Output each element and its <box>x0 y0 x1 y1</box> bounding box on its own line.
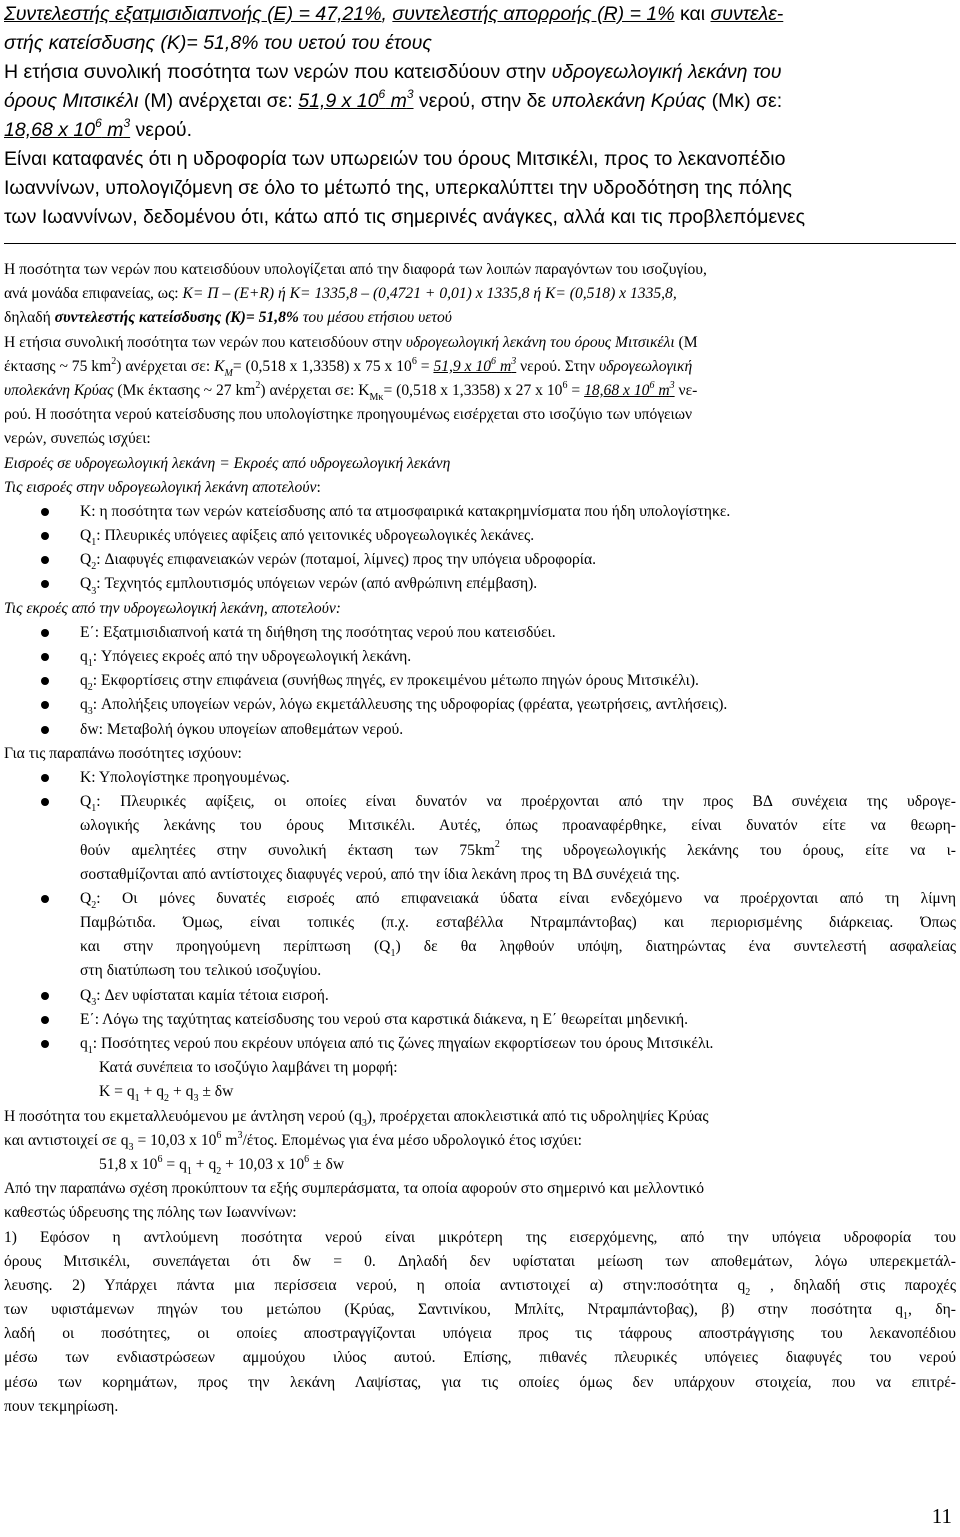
inflows-heading: Τις εισροές στην υδρογεωλογική λεκάνη αποτελούν: <box>4 478 321 496</box>
main-body <box>4 258 956 1419</box>
paragraph-line: όρους Μιτσικέλι, συνεπάγεται ότι δw = 0. Δηλαδή δεν υφίσταται μείωση των αποθεμάτων, λόγω υπερεκμετάλ- <box>4 1252 956 1270</box>
outflow-item: Ε΄: Εξατμισιδιαπνοή κατά τη διήθηση της ποσότητας νερού που κατεισδύει. <box>4 621 956 645</box>
top-line-7: Ιωαννίνων, υπολογιζόμενη σε όλο το μέτωπό της, υπερκαλύπτει την υδροδότηση της πόλης <box>4 177 792 199</box>
outflows-heading: Τις εκροές από την υδρογεωλογική λεκάνη, αποτελούν: <box>4 599 341 617</box>
top-line-5: 18,68 x $10^6$ $m^3$ νερού. <box>4 115 193 141</box>
quantity-item: $Q_1$: Πλευρικές αφίξεις, οι οποίες είναι δυνατόν να προέρχονται από την προς ΒΔ συνέχεια της υδρογε- <box>4 790 956 814</box>
top-line-3: Η ετήσια συνολική ποσότητα των νερών που κατεισδύουν στην υδρογεωλογική λεκάνη του <box>4 61 782 83</box>
paragraph-line: νερών, συνεπώς ισχύει: <box>4 430 151 448</box>
top-line-4: όρους Μιτσικέλι (Μ) ανέρχεται σε: 51,9 x $10^6$ $m^3$ νερού, στην δε υπολεκάνη Κρύας (Μκ) σε: <box>4 86 783 112</box>
paragraph-line: έκτασης ~ 75 $km^2$) ανέρχεται σε: $K_M= (0,518$ x 1,3358) x 75 x $10^6 = 51,9$ x $10^6$ $m^3$ νερού. Στην υδρογεωλογική <box>4 355 693 379</box>
paragraph-line: Η ετήσια συνολική ποσότητα των νερών που κατεισδύουν στην υδρογεωλογική λεκάνη του όρους Μιτσικέλι (Μ <box>4 333 698 351</box>
paragraph-line: 1) Εφόσον η αντλούμενη ποσότητα νερού είναι μικρότερη της εισερχόμενης, από την υπόγεια υδροφορία του <box>4 1228 956 1246</box>
paragraph-line: μέσω των ενδιαστρώσεων αμμούχου ιλύος αυτού. Επίσης, πιθανές πλευρικές υπόγειες διαφυγές του νερού <box>4 1349 956 1367</box>
top-line-8: των Ιωαννίνων, δεδομένου ότι, κάτω από τις σημερινές ανάγκες, αλλά και τις προβλεπόμενες <box>4 206 806 228</box>
inflow-item: Κ: η ποσότητα των νερών κατείσδυσης από τα ατμοσφαιρικά κατακρημνίσματα που ήδη υπολογίστηκε. <box>4 500 956 524</box>
paragraph-line: Η ποσότητα των νερών που κατεισδύουν υπολογίζεται από την διαφορά των λοιπών παραγόντων του ισοζυγίου, <box>4 261 707 278</box>
separator-rule <box>4 243 956 244</box>
quantities-heading: Για τις παραπάνω ποσότητες ισχύουν: <box>4 744 242 762</box>
paragraph-line: ανά μονάδα επιφανείας, ως: Κ= Π – (Ε+R) ή Κ= 1335,8 – (0,4721 + 0,01) x 1335,8 ή Κ= (0,518) x 1335,8, <box>4 285 677 303</box>
paragraph-line: λευσης. 2) Υπάρχει πάντα μια περίσσεια νερού, η οποία αντιστοιχεί α) στην:ποσότητα $q_2$ , δηλαδή στις παροχές <box>4 1276 956 1298</box>
paragraph-line: ρού. Η ποσότητα νερού κατείσδυσης που υπολογίστηκε προηγουμένως εισέρχεται στο ισοζύγιο των υπόγειων <box>4 406 693 424</box>
page-number: 11 <box>931 1504 952 1528</box>
paragraph-line: και αντιστοιχεί σε $q_3 = 10,03$ x $10^6$ $m^3$/έτος. Επομένως για ένα μέσο υδρολογικό έτος ισχύει: <box>4 1129 582 1153</box>
quantity-item: $Q_3$: Δεν υφίσταται καμία τέτοια εισροή. <box>4 984 956 1008</box>
quantity-item-continuation: θούν αμελητέες στην συνολική έκταση των $75km^2$ της υδρογεωλογικής λεκάνης του όρους, είτε να ι- <box>80 839 956 859</box>
top-section <box>4 0 956 232</box>
paragraph-line: υπολεκάνη Κρύας (Μκ έκτασης ~ 27 $km^2$) ανέρχεται σε: $K_{M\kappa}= (0,518$ x 1,3358) x 27 x $10^6 = 18,68$ x $10^6$ $m^3$ νε- <box>4 379 698 404</box>
consequence-line: Κατά συνέπεια το ισοζύγιο λαμβάνει τη μορφή: <box>99 1059 398 1077</box>
outflow-item: δw: Μεταβολή όγκου υπογείων αποθεμάτων νερού. <box>4 718 956 742</box>
quantity-item-continuation: στη διατύπωση του τελικού ισοζυγίου. <box>80 962 322 980</box>
top-line-2: στής κατείσδυσης (Κ)= 51,8% του υετού του έτους <box>4 32 432 54</box>
paragraph-line: δηλαδή συντελεστής κατείσδυσης (Κ)= 51,8% του μέσου ετήσιου υετού <box>4 309 452 327</box>
quantity-item: $q_1$: Ποσότητες νερού που εκρέουν υπόγεια από τις ζώνες πηγαίων εκφορτίσεων του όρους Μιτσικέλι. <box>4 1032 956 1056</box>
quantity-item-continuation: ωλογικής λεκάνης του όρους Μιτσικέλι. Αυτές, όπως προαναφέρθηκε, είναι δυνατόν είτε να θεωρη- <box>80 817 956 835</box>
paragraph-line: καθεστώς ύδρευσης της πόλης των Ιωαννίνων: <box>4 1204 297 1222</box>
paragraph-line: Από την παραπάνω σχέση προκύπτουν τα εξής συμπεράσματα, τα οποία αφορούν στο σημερινό και μελλοντικό <box>4 1180 704 1198</box>
outflow-item: $q_1$: Υπόγειες εκροές από την υδρογεωλογική λεκάνη. <box>4 645 956 669</box>
equation-inflows-outflows: Εισροές σε υδρογεωλογική λεκάνη = Εκροές από υδρογεωλογική λεκάνη <box>4 454 451 472</box>
top-line-6: Είναι καταφανές ότι η υδροφορία των υπωρειών του όρους Μιτσικέλι, προς το λεκανοπέδιο <box>4 148 786 170</box>
outflow-item: $q_3$: Απολήξεις υπογείων νερών, λόγω εκμετάλλευσης της υδροφορίας (φρέατα, γεωτρήσεις, αντλήσεις). <box>4 693 956 717</box>
paragraph-line: πουν τεκμηρίωση. <box>4 1397 119 1415</box>
inflow-item: $Q_2$: Διαφυγές επιφανειακών νερών (ποταμοί, λίμνες) προς την υπόγεια υδροφορία. <box>4 548 956 572</box>
top-line-1: Συντελεστής εξατμισιδιαπνοής (Ε) = 47,21%, συντελεστής απορροής (R) = 1% και συντελε- <box>4 3 784 25</box>
balance-equation: $K = q_1 + q_2 + q_3 \pm \delta w$ <box>99 1083 234 1105</box>
paragraph-line: μέσω των κορημάτων, προς την λεκάνη Λαψίστας, για τις οποίες όμως δεν υπάρχουν στοιχεία, που να επιτρέ- <box>4 1373 956 1391</box>
paragraph-line: λαδή οι ποσότητες, οι οποίες αποστραγγίζονται υπόγεια προς τις τάφρους αποστράγγισης του λεκανοπέδιου <box>4 1325 956 1343</box>
quantity-item-continuation: σοσταθμίζονται από αντίστοιχες διαφυγές νερού, από την ίδια λεκάνη προς τη ΒΔ συνέχειά της. <box>80 865 680 883</box>
quantity-item-continuation: Παμβώτιδα. Όμως, είναι τοπικές (π.χ. εσταβέλλα Ντραμπάντοβας) και περιορισμένης διάρκειας. Όπως <box>80 914 956 932</box>
quantity-item: $Q_2$: Οι μόνες δυνατές εισροές από επιφανειακά ύδατα είναι ενδεχόμενο να προέρχονται από τη λίμνη <box>4 887 956 911</box>
paragraph-line: των υφιστάμενων πηγών του μετώπου (Κρύας, Σαντινίκου, Μπλίτς, Ντραμπάντοβας), β) στην ποσότητα $q_1$, δη- <box>4 1301 956 1323</box>
quantity-item: Ε΄: Λόγω της ταχύτητας κατείσδυσης του νερού στα καρστικά διάκενα, η Ε΄ θεωρείται μηδενική. <box>4 1008 956 1032</box>
annual-equation: 51,8 x $10^6 = q_1 + q_2 + 10,03$ x $10^6 \pm \delta w$ <box>99 1153 345 1178</box>
quantity-item-continuation: και στην προηγούμενη περίπτωση $(Q_1)$ δε θα ληφθούν υπόψη, διατηρώντας ένα συντελεστή ασφαλείας <box>80 938 956 960</box>
inflow-item: $Q_1$: Πλευρικές υπόγειες αφίξεις από γειτονικές υδρογεωλογικές λεκάνες. <box>4 524 956 548</box>
quantity-item: Κ: Υπολογίστηκε προηγουμένως. <box>4 766 956 790</box>
inflow-item: $Q_3$: Τεχνητός εμπλουτισμός υπόγειων νερών (από ανθρώπινη επέμβαση). <box>4 572 956 596</box>
paragraph-line: Η ποσότητα του εκμεταλλευόμενου με άντληση νερού $(q_3)$, προέρχεται αποκλειστικά από τις υδροληψίες Κρύας <box>4 1107 709 1129</box>
outflow-item: $q_2$: Εκφορτίσεις στην επιφάνεια (συνήθως πηγές, εν προκειμένου μέτωπο πηγών όρους Μιτσικέλι). <box>4 669 956 693</box>
